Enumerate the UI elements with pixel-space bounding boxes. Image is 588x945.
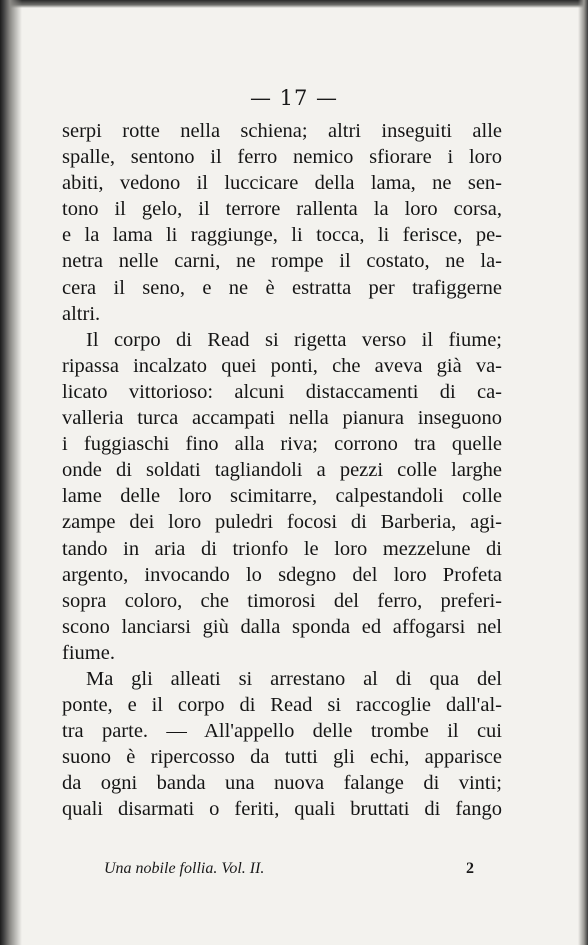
- text-line: netra nelle carni, ne rompe il costato, ne la-: [62, 250, 502, 273]
- text-line: tra parte. — All'appello delle trombe il cui: [62, 720, 502, 743]
- page-right-edge: [578, 0, 588, 945]
- text-line: serpi rotte nella schiena; altri inseguiti alle: [62, 120, 502, 142]
- text-line: quali disarmati o feriti, quali bruttati di fango: [62, 798, 502, 821]
- text-line: ponte, e il corpo di Read si raccoglie dall'al-: [62, 694, 502, 717]
- text-line: fiume.: [62, 641, 115, 664]
- text-line: tono il gelo, il terrore rallenta la loro corsa,: [62, 198, 502, 221]
- text-line: onde di soldati tagliandoli a pezzi colle larghe: [62, 459, 502, 482]
- text-line: abiti, vedono il luccicare della lama, ne sen-: [62, 172, 502, 195]
- body-text: [62, 118, 502, 823]
- text-line: cera il seno, e ne è estratta per trafiggerne: [62, 276, 502, 299]
- text-line: spalle, sentono il ferro nemico sfiorare i loro: [62, 146, 502, 169]
- text-line: suono è ripercosso da tutti gli echi, apparisce: [62, 746, 502, 769]
- signature-mark: 2: [466, 860, 474, 877]
- page-binding-edge: [0, 0, 22, 945]
- text-line: zampe dei loro puledri focosi di Barberia, agi-: [62, 511, 502, 534]
- text-line: e la lama li raggiunge, li tocca, li ferisce, pe-: [62, 224, 502, 247]
- text-line: argento, invocando lo sdegno del loro Profeta: [62, 563, 502, 586]
- text-line: da ogni banda una nuova falange di vinti;: [62, 772, 502, 795]
- text-line: sopra coloro, che timorosi del ferro, preferi-: [62, 589, 502, 612]
- text-line: Il corpo di Read si rigetta verso il fiume;: [86, 328, 502, 351]
- page-top-edge: [0, 0, 588, 8]
- page-footer: [104, 860, 474, 886]
- text-line: altri.: [62, 302, 101, 325]
- text-line: valleria turca accampati nella pianura inseguono: [62, 407, 502, 430]
- page-number: — 17 —: [249, 86, 339, 110]
- text-line: Ma gli alleati si arrestano al di qua del: [86, 667, 502, 690]
- text-line: lame delle loro scimitarre, calpestandoli colle: [62, 485, 502, 508]
- text-line: i fuggiaschi fino alla riva; corrono tra quelle: [62, 433, 502, 456]
- text-line: ripassa incalzato quei ponti, che aveva già va-: [62, 354, 502, 377]
- running-title: Una nobile follia. Vol. II.: [104, 860, 265, 877]
- text-line: scono lanciarsi giù dalla sponda ed affogarsi nel: [62, 615, 502, 638]
- text-line: licato vittorioso: alcuni distaccamenti di ca-: [62, 380, 502, 403]
- text-line: tando in aria di trionfo le loro mezzelune di: [62, 537, 502, 560]
